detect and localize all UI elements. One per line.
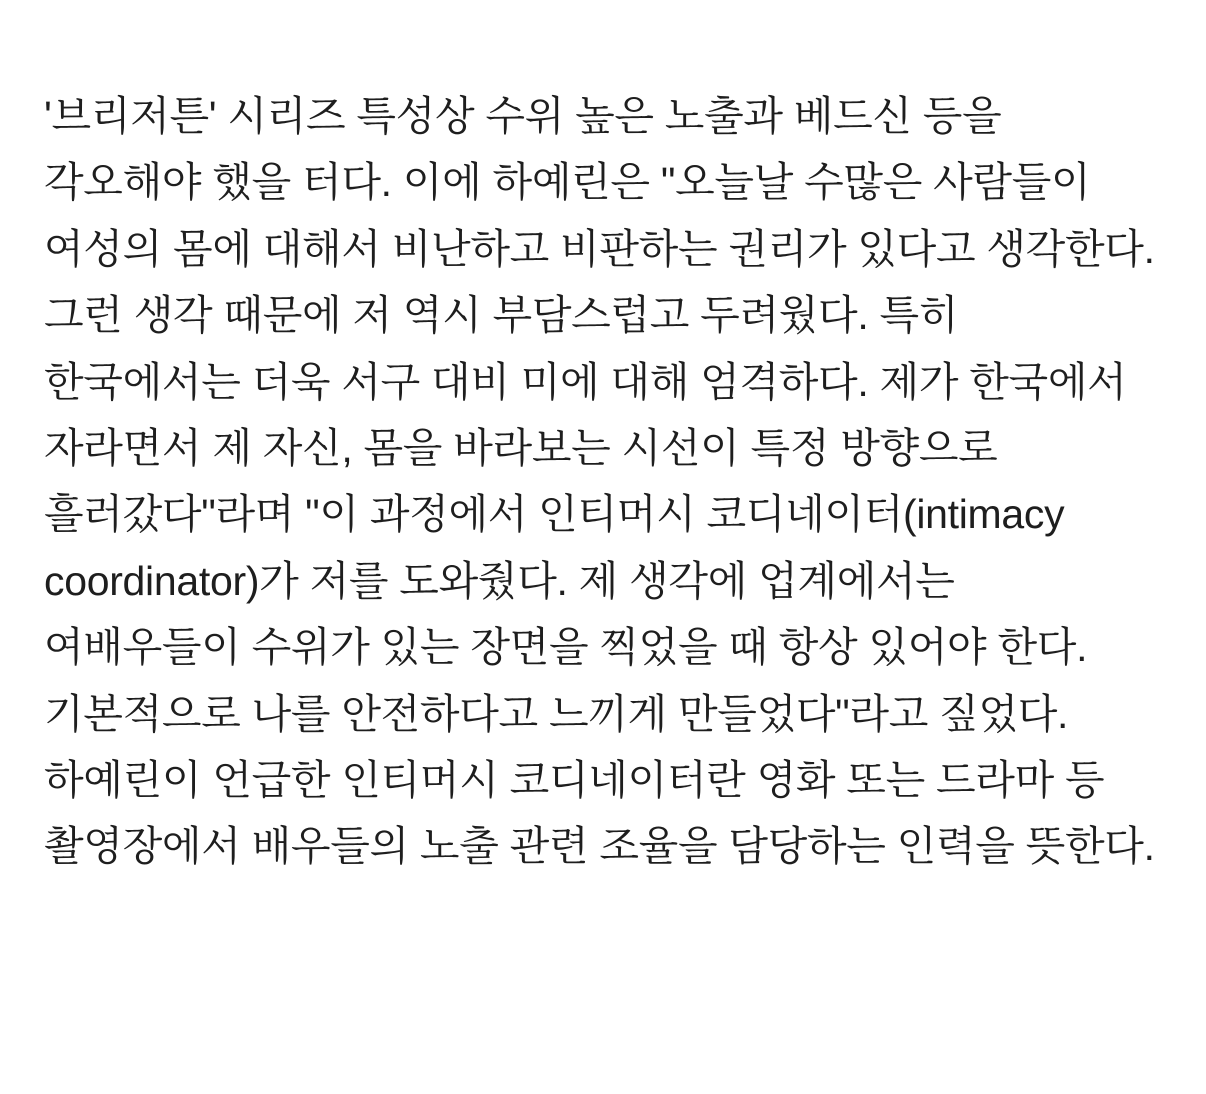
article-paragraph: '브리저튼' 시리즈 특성상 수위 높은 노출과 베드신 등을 각오해야 했을 터다. 이에 하예린은 "오늘날 수많은 사람들이 여성의 몸에 대해서 비난하고 비판하는 권리가 있다고 생각한다. 그런 생각 때문에 저 역시 부담스럽고 두려웠다. 특히 한국에서는 더욱 서구 대비 미에 대해 엄격하다. 제가 한국에서 자라면서 제 자신, 몸을 바라보는 시선이 특정 방향으로 흘러갔다"라며 "이 과정에서 인티머시 코디네이터(intimacy coordinator)가 저를 도와줬다. 제 생각에 업계에서는 여배우들이 수위가 있는 장면을 찍었을 때 항상 있어야 한다. 기본적으로 나를 안전하다고 느끼게 만들었다"라고 짚었다. 하예린이 언급한 인티머시 코디네이터란 영화 또는 드라마 등 촬영장에서 배우들의 노출 관련 조율을 담당하는 인력을 뜻한다.	[44, 93, 1155, 870]
